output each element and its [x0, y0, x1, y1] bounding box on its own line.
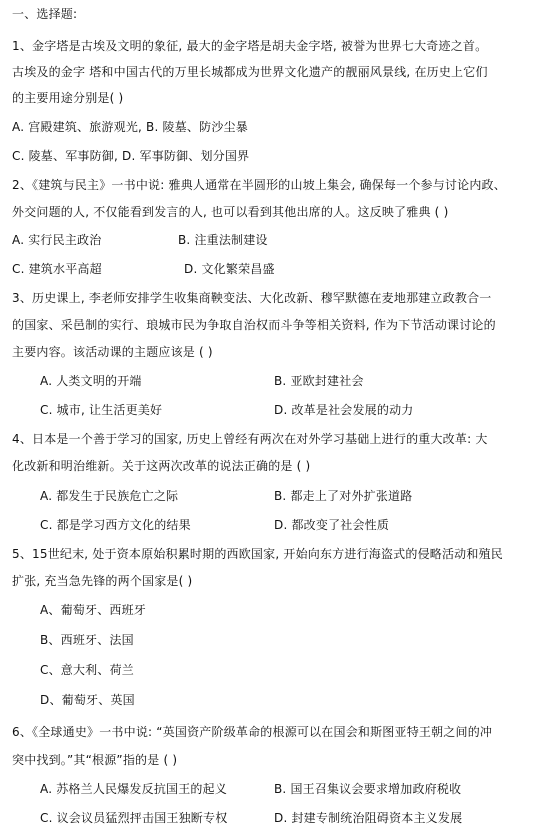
question-3-option-a: A. 人类文明的开端 [40, 374, 142, 388]
section-title: 一、选择题: [12, 7, 78, 21]
question-6-option-c: C. 议会议员猛烈抨击国王独断专权 [40, 811, 228, 825]
question-2-option-c: C. 建筑水平高超 [12, 262, 102, 276]
question-6-option-a: A. 苏格兰人民爆发反抗国王的起义 [40, 782, 228, 796]
question-3-option-d: D. 改革是社会发展的动力 [274, 403, 414, 417]
question-6-line-1: 6、《全球通史》一书中说: “英国资产阶级革命的根源可以在国会和斯图亚特王朝之间的冲 [12, 725, 493, 739]
question-3-line-3: 主要内容。该活动课的主题应该是 ( ) [12, 345, 213, 359]
question-5-option-a: A、葡萄牙、西班牙 [40, 603, 147, 617]
question-6-option-b: B. 国王召集议会要求增加政府税收 [274, 782, 462, 796]
question-5-option-d: D、葡萄牙、英国 [40, 693, 135, 707]
question-4-line-2: 化改新和明治维新。关于这两次改革的说法正确的是 ( ) [12, 459, 311, 473]
question-4-line-1: 4、日本是一个善于学习的国家, 历史上曾经有两次在对外学习基础上进行的重大改革: 大 [12, 432, 488, 446]
question-3-option-b: B. 亚欧封建社会 [274, 374, 364, 388]
question-1-options-line-2: C. 陵墓、军事防御, D. 军事防御、划分国界 [12, 149, 250, 163]
question-2-line-2: 外交问题的人, 不仅能看到发言的人, 也可以看到其他出席的人。这反映了雅典 ( ) [12, 205, 449, 219]
question-1-line-2: 古埃及的金字 塔和中国古代的万里长城都成为世界文化遗产的靓丽风景线, 在历史上它们 [12, 65, 488, 79]
question-5-option-b: B、西班牙、法国 [40, 633, 134, 647]
question-2-option-a: A. 实行民主政治 [12, 233, 102, 247]
question-1-options-line-1: A. 宫殿建筑、旅游观光, B. 陵墓、防沙尘暴 [12, 120, 248, 134]
question-2-option-d: D. 文化繁荣昌盛 [184, 262, 275, 276]
question-5-line-2: 扩张, 充当急先锋的两个国家是( ) [12, 574, 193, 588]
question-5-option-c: C、意大利、荷兰 [40, 663, 134, 677]
question-6-line-2: 突中找到。”其“根源”指的是 ( ) [12, 753, 178, 767]
question-4-option-d: D. 都改变了社会性质 [274, 518, 390, 532]
question-1-line-1: 1、金字塔是古埃及文明的象征, 最大的金字塔是胡夫金字塔, 被誉为世界七大奇迹之首。 [12, 39, 488, 53]
question-5-line-1: 5、15世纪末, 处于资本原始积累时期的西欧国家, 开始向东方进行海盗式的侵略活动和殖民 [12, 547, 503, 561]
question-3-option-c: C. 城市, 让生活更美好 [40, 403, 163, 417]
question-2-line-1: 2、《建筑与民主》一书中说: 雅典人通常在半圆形的山坡上集会, 确保每一个参与讨论内政、 [12, 178, 506, 192]
question-3-line-2: 的国家、采邑制的实行、琅城市民为争取自治权而斗争等相关资料, 作为下节活动课讨论的 [12, 318, 496, 332]
question-6-option-d: D. 封建专制统治阻碍资本主义发展 [274, 811, 463, 825]
question-4-option-b: B. 都走上了对外扩张道路 [274, 489, 413, 503]
question-1-line-3: 的主要用途分别是( ) [12, 91, 124, 105]
question-4-option-a: A. 都发生于民族危亡之际 [40, 489, 179, 503]
question-3-line-1: 3、历史课上, 李老师安排学生收集商鞅变法、大化改新、穆罕默德在麦地那建立政教合一 [12, 291, 492, 305]
question-2-option-b: B. 注重法制建设 [178, 233, 268, 247]
question-4-option-c: C. 都是学习西方文化的结果 [40, 518, 191, 532]
